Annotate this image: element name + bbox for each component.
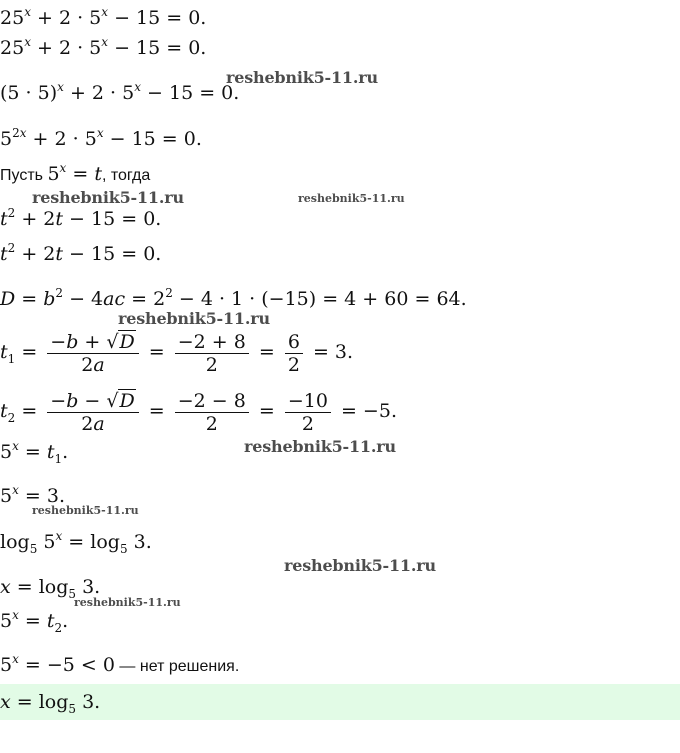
substitution-line: Пусть $5^x = t$, тогда <box>0 161 151 185</box>
discriminant-line: $D = b^2 - 4ac = 2^2 - 4 \cdot 1 \cdot (-15) = 4 + 60 = 64$. <box>0 286 467 310</box>
root-t2-line: $t_2$ = $\frac{-b - √D}{2a}$ = $\frac{-2 - 8}{2}$ = $\frac{-10}{2}$ = −5. <box>0 389 397 435</box>
watermark: reshebnik5-11.ru <box>284 556 436 575</box>
watermark: reshebnik5-11.ru <box>118 309 270 328</box>
fraction: $\frac{-2 - 8}{2}$ <box>175 390 249 435</box>
equation-line-11: $5^x = t_2$. <box>0 608 69 635</box>
fraction: $\frac{-2 + 8}{2}$ <box>175 331 249 376</box>
equation-line-10: $x = \log_5 3$. <box>0 576 101 601</box>
text-let: Пусть <box>0 167 43 184</box>
fraction: $\frac{-b + √D}{2a}$ <box>47 331 138 376</box>
no-solution-line: $5^x = -5 < 0$ — нет решения. <box>0 652 240 676</box>
equation-line-5: $t^2 + 2t - 15 = 0$. <box>0 206 162 230</box>
equation-line-7: $5^x = t_1$. <box>0 439 69 466</box>
root-t1-line: $t_1$ = $\frac{-b + √D}{2a}$ = $\frac{-2 + 8}{2}$ = $\frac{6}{2}$ = 3. <box>0 330 354 376</box>
equation-line-6: $t^2 + 2t - 15 = 0$. <box>0 241 162 265</box>
equation-line-2: $25^x + 2 \cdot 5^x - 15 = 0$. <box>0 35 207 59</box>
watermark: reshebnik5-11.ru <box>74 596 181 609</box>
equation-line-8: $5^x = 3$. <box>0 483 66 507</box>
watermark: reshebnik5-11.ru <box>32 504 139 517</box>
watermark: reshebnik5-11.ru <box>226 68 378 87</box>
text-no-solution: — нет решения. <box>114 658 240 675</box>
watermark: reshebnik5-11.ru <box>32 188 184 207</box>
equation-line-4: $5^{2x} + 2 \cdot 5^x - 15 = 0$. <box>0 126 202 150</box>
watermark: reshebnik5-11.ru <box>298 192 405 205</box>
answer-line: $x = \log_5 3$. <box>0 691 101 716</box>
equation-line-9: $\log_5 5^x = \log_5 3$. <box>0 529 152 556</box>
fraction: $\frac{-b - √D}{2a}$ <box>47 390 138 435</box>
watermark: reshebnik5-11.ru <box>244 437 396 456</box>
equation-line-3: $(5 \cdot 5)^x + 2 \cdot 5^x - 15 = 0$. <box>0 80 240 104</box>
fraction: $\frac{-10}{2}$ <box>285 390 331 435</box>
equation-line-1: $25^x + 2 \cdot 5^x - 15 = 0$. <box>0 5 207 29</box>
text-then: , тогда <box>101 167 151 184</box>
answer-highlight <box>0 684 680 720</box>
fraction: $\frac{6}{2}$ <box>285 331 303 376</box>
